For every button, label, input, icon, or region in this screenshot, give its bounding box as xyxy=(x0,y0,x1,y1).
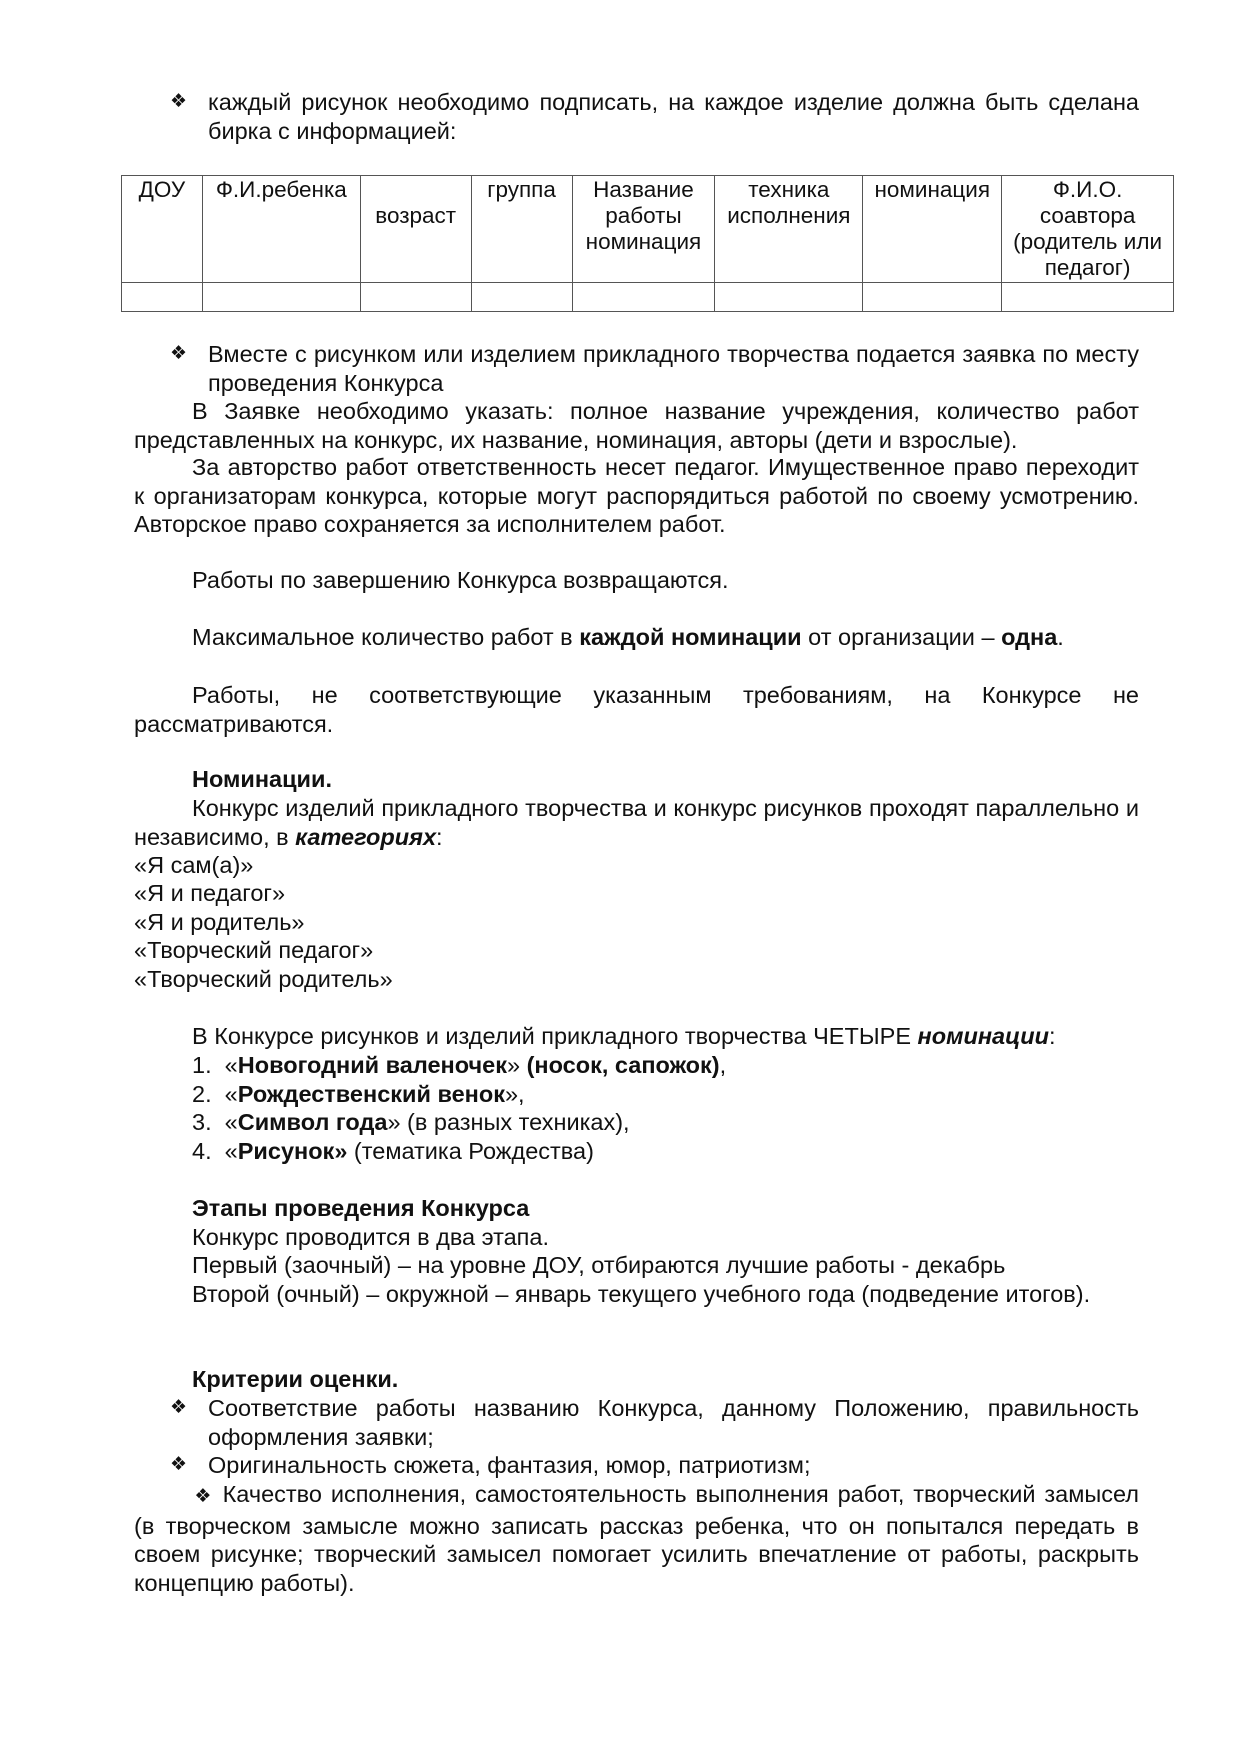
table-cell xyxy=(360,283,471,312)
bold-fragment: одна xyxy=(1001,624,1058,650)
text-fragment: : xyxy=(1048,1023,1056,1049)
nomination-list-item xyxy=(192,1080,525,1109)
category-item: «Творческий родитель» xyxy=(134,966,393,992)
stages-heading xyxy=(192,1194,529,1223)
bold-fragment: Рисунок» xyxy=(237,1138,348,1164)
criteria-bullet xyxy=(170,1451,1139,1480)
intro-bullet-text: каждый рисунок необходимо подписать, на каждое изделие должна быть сделана бирка с информацией: xyxy=(208,89,1139,144)
nomination-list-item xyxy=(192,1051,726,1080)
criteria-text: Оригинальность сюжета, фантазия, юмор, патриотизм; xyxy=(208,1452,811,1478)
intro-bullet xyxy=(170,88,1139,145)
category-item: «Я и педагог» xyxy=(134,880,286,906)
text-fragment: , xyxy=(719,1052,727,1078)
table-cell xyxy=(1002,283,1174,312)
application-bullet-text: Вместе с рисунком или изделием прикладного творчества подается заявка по месту проведения Конкурса xyxy=(208,341,1139,396)
text-fragment: : xyxy=(436,823,443,850)
table-header-cell xyxy=(360,176,471,283)
criteria-text: Соответствие работы названию Конкурса, данному Положению, правильность оформления заявки; xyxy=(208,1395,1139,1450)
list-number: 4. xyxy=(192,1138,212,1164)
text-fragment: Максимальное количество работ в xyxy=(192,624,580,650)
category-item: «Я и родитель» xyxy=(134,909,305,935)
bold-fragment: Рождественский венок xyxy=(237,1081,505,1107)
category-item: «Я сам(а)» xyxy=(134,852,254,878)
text-fragment: « xyxy=(224,1109,238,1135)
max-works-paragraph xyxy=(192,623,1064,652)
text-fragment: « xyxy=(224,1081,238,1107)
text-fragment: « xyxy=(224,1052,238,1078)
diamond-bullet-icon: ❖ xyxy=(170,1397,188,1418)
nomination-list-item xyxy=(192,1108,630,1137)
text-fragment: (тематика Рождества) xyxy=(347,1138,594,1164)
bold-fragment: Новогодний валеночек xyxy=(237,1052,507,1078)
criteria-heading xyxy=(192,1365,398,1394)
table-header-cell: Ф.И.О. соавтора (родитель или педагог) xyxy=(1002,176,1174,283)
application-paragraph: В Заявке необходимо указать: полное название учреждения, количество работ представленных на конкурс, их название, номинация, авторы (дети и взрослые). xyxy=(134,398,1139,453)
nomination-list-item xyxy=(192,1137,594,1166)
heading-text: Этапы проведения Конкурса xyxy=(192,1195,530,1221)
return-paragraph: Работы по завершению Конкурса возвращаются. xyxy=(192,567,729,593)
four-nominations-paragraph xyxy=(192,1022,1056,1051)
table-row xyxy=(122,283,1174,312)
diamond-bullet-icon: ❖ xyxy=(170,1454,188,1475)
table-cell xyxy=(572,283,715,312)
list-number: 2. xyxy=(192,1081,212,1107)
criteria-paragraph xyxy=(134,1480,1139,1597)
table-header-cell: Название работы номинация xyxy=(572,176,715,283)
table-cell xyxy=(471,283,572,312)
heading-text: Критерии оценки. xyxy=(192,1366,399,1392)
bold-fragment: каждой номинации xyxy=(579,624,802,650)
stage-line: Первый (заочный) – на уровне ДОУ, отбираются лучшие работы - декабрь xyxy=(192,1252,1006,1278)
criteria-bullet xyxy=(170,1394,1139,1451)
nominations-paragraph xyxy=(134,794,1139,851)
bold-italic-fragment: категориях xyxy=(295,823,437,850)
diamond-bullet-icon: ❖ xyxy=(170,343,188,364)
authorship-paragraph: За авторство работ ответственность несет педагог. Имущественное право переходит к организаторам конкурса, которые могут распорядиться работой по своему усмотрению. Авторское право сохраняется за исполнителем работ. xyxy=(134,454,1139,537)
text-fragment: от организации – xyxy=(801,624,1002,650)
stage-line: Конкурс проводится в два этапа. xyxy=(192,1224,550,1250)
diamond-bullet-icon: ❖ xyxy=(192,1486,214,1507)
bold-fragment: Символ года xyxy=(237,1109,388,1135)
list-number: 1. xyxy=(192,1052,212,1078)
criteria-text: Качество исполнения, самостоятельность выполнения работ, творческий замысел (в творческом замысле можно записать рассказ ребенка, что он попытался передать в своем рисунке; творческий замысел помогает усилить впечатление от работы, раскрыть концепцию работы). xyxy=(134,1481,1139,1596)
stage-line: Второй (очный) – окружной – январь текущего учебного года (подведение итогов). xyxy=(192,1281,1091,1307)
table-cell xyxy=(863,283,1002,312)
text-fragment: », xyxy=(504,1081,525,1107)
table-header-cell: группа xyxy=(471,176,572,283)
tag-info-table xyxy=(121,175,1174,312)
table-header-cell: техника исполнения xyxy=(715,176,863,283)
text-fragment: Конкурс изделий прикладного творчества и конкурс рисунков проходят параллельно и независимо, в xyxy=(134,795,1139,850)
table-header-text: возраст xyxy=(375,203,457,228)
table-cell xyxy=(715,283,863,312)
bold-fragment: (носок, сапожок) xyxy=(526,1052,720,1078)
noncompliant-paragraph: Работы, не соответствующие указанным требованиям, на Конкурсе не рассматриваются. xyxy=(134,682,1139,737)
list-number: 3. xyxy=(192,1109,212,1135)
text-fragment: » xyxy=(506,1052,527,1078)
category-item: «Творческий педагог» xyxy=(134,937,374,963)
table-header-cell: ДОУ xyxy=(122,176,203,283)
text-fragment: » (в разных техниках), xyxy=(387,1109,630,1135)
table-cell xyxy=(202,283,360,312)
text-fragment: . xyxy=(1057,624,1064,650)
table-header-cell: Ф.И.ребенка xyxy=(202,176,360,283)
application-bullet xyxy=(170,340,1139,397)
nominations-heading xyxy=(192,765,332,794)
diamond-bullet-icon: ❖ xyxy=(170,91,188,112)
text-fragment: « xyxy=(224,1138,238,1164)
table-cell xyxy=(122,283,203,312)
table-header-cell: номинация xyxy=(863,176,1002,283)
table-header-row xyxy=(122,176,1174,283)
text-fragment: В Конкурсе рисунков и изделий прикладного творчества ЧЕТЫРЕ xyxy=(192,1023,918,1049)
heading-text: Номинации. xyxy=(192,766,332,792)
bold-italic-fragment: номинации xyxy=(917,1023,1049,1049)
